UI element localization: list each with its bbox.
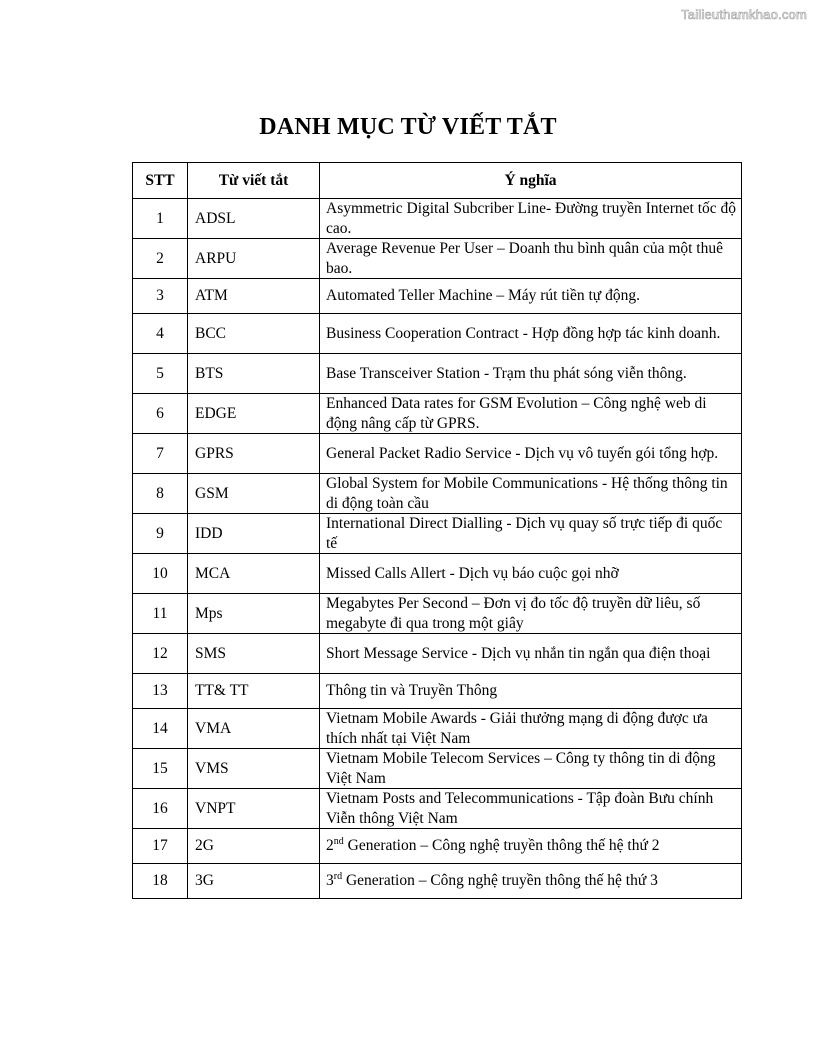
row-number: 16	[133, 789, 188, 829]
meaning-text: Generation – Công nghệ truyền thông thế hệ thứ 2	[343, 837, 660, 855]
ordinal-number: 3	[326, 872, 334, 890]
table-row	[133, 554, 742, 594]
row-number: 8	[133, 474, 188, 514]
row-abbreviation: TT& TT	[188, 674, 320, 709]
row-meaning: Asymmetric Digital Subcriber Line- Đường truyền Internet tốc độ cao.	[320, 199, 742, 239]
table-row	[133, 474, 742, 514]
row-abbreviation: 3G	[188, 864, 320, 899]
row-abbreviation: MCA	[188, 554, 320, 594]
row-abbreviation: VNPT	[188, 789, 320, 829]
header-meaning: Ý nghĩa	[320, 163, 742, 199]
row-meaning: Global System for Mobile Communications - Hệ thống thông tin di động toàn cầu	[320, 474, 742, 514]
row-abbreviation: ARPU	[188, 239, 320, 279]
table-row	[133, 199, 742, 239]
row-abbreviation: BTS	[188, 354, 320, 394]
row-abbreviation: IDD	[188, 514, 320, 554]
row-number: 2	[133, 239, 188, 279]
row-abbreviation: 2G	[188, 829, 320, 864]
row-abbreviation: VMS	[188, 749, 320, 789]
ordinal-suffix: rd	[333, 871, 343, 883]
table-row	[133, 709, 742, 749]
row-meaning: Vietnam Mobile Awards - Giải thưởng mạng di động được ưa thích nhất tại Việt Nam	[320, 709, 742, 749]
abbreviations-table	[132, 162, 742, 899]
page-title: DANH MỤC TỪ VIẾT TẮT	[259, 114, 557, 140]
row-number: 13	[133, 674, 188, 709]
row-number: 17	[133, 829, 188, 864]
row-number: 9	[133, 514, 188, 554]
header-stt: STT	[133, 163, 188, 199]
table-row	[133, 634, 742, 674]
row-number: 1	[133, 199, 188, 239]
table-row	[133, 394, 742, 434]
table-row	[133, 239, 742, 279]
ordinal-number: 2	[326, 837, 334, 855]
row-number: 14	[133, 709, 188, 749]
row-abbreviation: Mps	[188, 594, 320, 634]
row-number: 10	[133, 554, 188, 594]
table-header-row	[133, 163, 742, 199]
row-abbreviation: BCC	[188, 314, 320, 354]
row-number: 11	[133, 594, 188, 634]
row-number: 7	[133, 434, 188, 474]
row-number: 15	[133, 749, 188, 789]
row-abbreviation: ADSL	[188, 199, 320, 239]
table-row	[133, 829, 742, 864]
table-row	[133, 279, 742, 314]
table-row	[133, 749, 742, 789]
table-row	[133, 354, 742, 394]
row-number: 3	[133, 279, 188, 314]
row-number: 6	[133, 394, 188, 434]
ordinal-suffix: nd	[333, 836, 344, 848]
table-row	[133, 864, 742, 899]
row-abbreviation: VMA	[188, 709, 320, 749]
row-number: 18	[133, 864, 188, 899]
row-meaning: Business Cooperation Contract - Hợp đồng hợp tác kinh doanh.	[320, 314, 742, 354]
row-abbreviation: EDGE	[188, 394, 320, 434]
row-meaning: Missed Calls Allert - Dịch vụ báo cuộc gọi nhỡ	[320, 554, 742, 594]
row-abbreviation: GSM	[188, 474, 320, 514]
row-meaning: Short Message Service - Dịch vụ nhắn tin ngắn qua điện thoại	[320, 634, 742, 674]
row-meaning: International Direct Dialling - Dịch vụ quay số trực tiếp đi quốc tế	[320, 514, 742, 554]
row-abbreviation: SMS	[188, 634, 320, 674]
table-row	[133, 674, 742, 709]
row-meaning	[320, 829, 742, 864]
row-meaning	[320, 864, 742, 899]
watermark-text: Tailieuthamkhao.com	[681, 7, 807, 22]
meaning-text: Generation – Công nghệ truyền thông thế hệ thứ 3	[342, 872, 658, 890]
table-row	[133, 314, 742, 354]
table-row	[133, 434, 742, 474]
row-meaning: Thông tin và Truyền Thông	[320, 674, 742, 709]
row-meaning: Average Revenue Per User – Doanh thu bình quân của một thuê bao.	[320, 239, 742, 279]
row-number: 12	[133, 634, 188, 674]
row-meaning: Vietnam Mobile Telecom Services – Công ty thông tin di động Việt Nam	[320, 749, 742, 789]
table-row	[133, 789, 742, 829]
header-abbreviation: Từ viết tắt	[188, 163, 320, 199]
row-meaning: Vietnam Posts and Telecommunications - Tập đoàn Bưu chính Viễn thông Việt Nam	[320, 789, 742, 829]
table-row	[133, 514, 742, 554]
row-meaning: Enhanced Data rates for GSM Evolution – Công nghệ web di động nâng cấp từ GPRS.	[320, 394, 742, 434]
row-meaning: Automated Teller Machine – Máy rút tiền tự động.	[320, 279, 742, 314]
row-number: 5	[133, 354, 188, 394]
row-abbreviation: ATM	[188, 279, 320, 314]
row-meaning: Megabytes Per Second – Đơn vị đo tốc độ truyền dữ liêu, số megabyte đi qua trong một giây	[320, 594, 742, 634]
row-meaning: General Packet Radio Service - Dịch vụ vô tuyến gói tổng hợp.	[320, 434, 742, 474]
row-number: 4	[133, 314, 188, 354]
table-row	[133, 594, 742, 634]
row-meaning: Base Transceiver Station - Trạm thu phát sóng viễn thông.	[320, 354, 742, 394]
row-abbreviation: GPRS	[188, 434, 320, 474]
